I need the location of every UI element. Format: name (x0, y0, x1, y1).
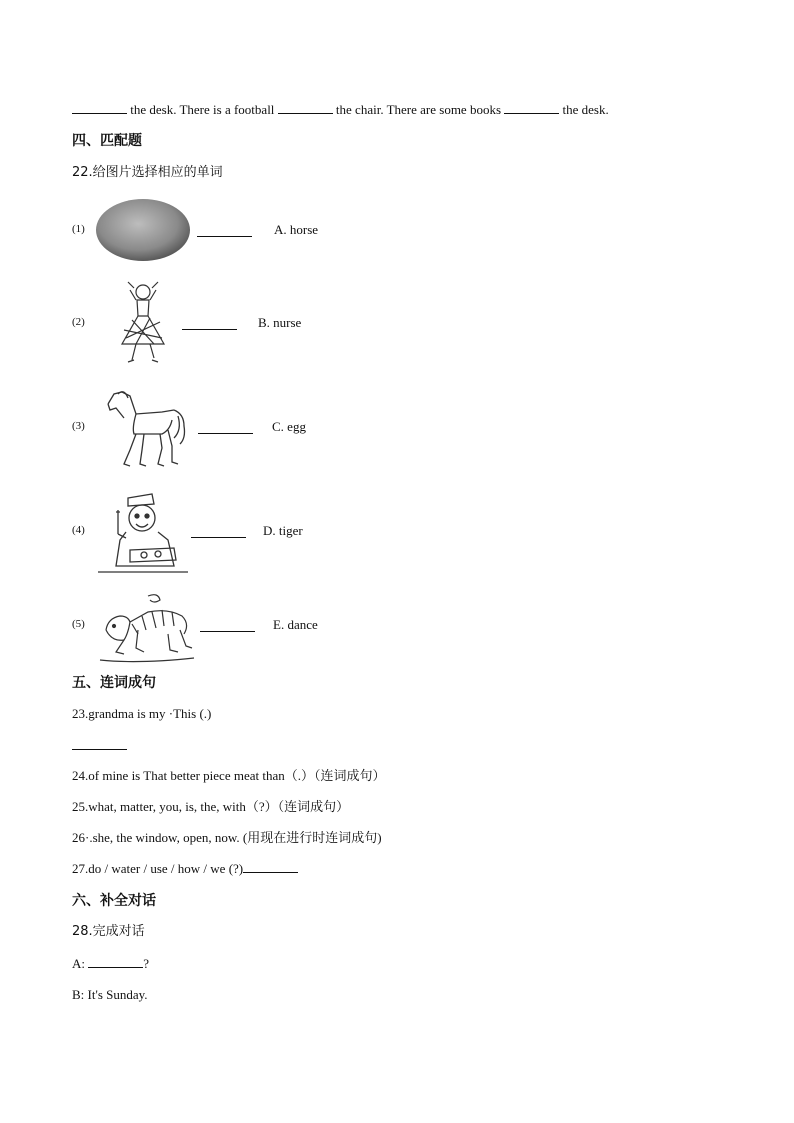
dancer-picture (106, 278, 180, 370)
section-heading: 六、补全对话 (72, 893, 156, 909)
option-label: A. horse (274, 222, 319, 237)
question-24-text: 24.of mine is That better piece meat than（.）（连词成句） (72, 768, 386, 783)
answer-blank[interactable] (504, 101, 559, 114)
answer-blank[interactable] (197, 236, 252, 237)
answer-blank[interactable] (278, 101, 333, 114)
question-28: 28.完成对话 (72, 924, 145, 939)
question-23: 23.grandma is my ·This (.) (72, 706, 212, 721)
question-27 (72, 860, 298, 878)
item-number: (2) (72, 316, 85, 328)
speaker-a: A: (72, 956, 85, 971)
question-27-text: 27.do / water / use / how / we (?) (72, 861, 244, 876)
answer-blank[interactable] (198, 433, 253, 434)
item-number: (5) (72, 618, 85, 630)
horse-picture (100, 386, 190, 472)
dialogue-line-a (72, 955, 149, 973)
answer-line (72, 737, 127, 755)
sentence-part: the desk. There is a football (130, 102, 275, 117)
sentence-part: the desk. (562, 102, 609, 117)
answer-blank[interactable] (72, 101, 127, 114)
question-mark: ? (143, 956, 150, 971)
dialogue-line-b: B: It's Sunday. (72, 987, 148, 1002)
sentence-part: the chair. There are some books (335, 102, 502, 117)
question-26: 26·.she, the window, open, now. (用现在进行时连词成句) (72, 830, 382, 845)
section-heading: 五、连词成句 (72, 675, 156, 691)
answer-blank[interactable] (72, 737, 127, 750)
question-25: 25.what, matter, you, is, the, with（?）（连词成句） (72, 799, 350, 814)
tiger-picture (98, 590, 196, 666)
option-label: C. egg (272, 419, 306, 434)
option-label: D. tiger (263, 523, 303, 538)
answer-blank[interactable] (182, 329, 237, 330)
option-label: E. dance (273, 617, 318, 632)
option-label: B. nurse (258, 315, 302, 330)
item-number: (4) (72, 524, 85, 536)
answer-blank[interactable] (191, 537, 246, 538)
answer-blank[interactable] (88, 955, 143, 968)
answer-blank[interactable] (243, 860, 298, 873)
question-24 (72, 767, 386, 785)
item-number: (3) (72, 420, 85, 432)
section-heading: 四、匹配题 (72, 133, 142, 149)
question-22: 22.给图片选择相应的单词 (72, 165, 223, 180)
answer-blank[interactable] (200, 631, 255, 632)
egg-picture (94, 196, 194, 264)
nurse-picture (96, 488, 190, 576)
item-number: (1) (72, 223, 85, 235)
fill-in-sentence (72, 101, 609, 119)
